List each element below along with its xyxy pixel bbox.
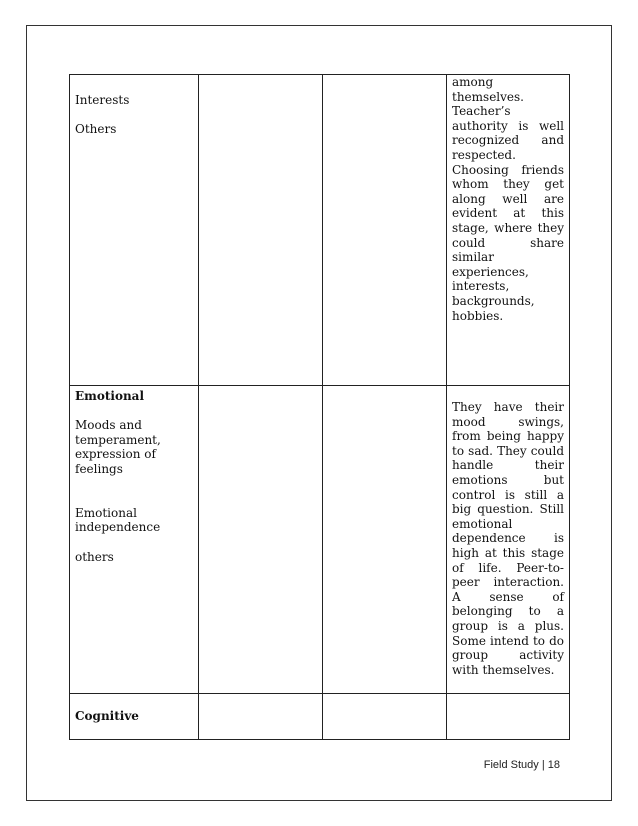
aspect-label: Emotional [75,505,137,520]
empty-cell [199,386,323,694]
observation-text: They have their mood swings, from being happy to sad. They could handle their emotions but control is still a big question. Still emotional dependence is high at this stage of life. Peer-to-peer interaction. A sense of belonging to a group is a plus. Some intend to do group activity with themselves. [452,400,564,677]
footer-label: Field Study [483,759,539,771]
aspect-label: temperament, [75,432,161,447]
observation-cell [447,386,570,694]
empty-cell [447,694,570,740]
table-row [70,694,570,740]
aspect-label: independence [75,520,161,535]
page-number: 18 [547,759,560,771]
aspect-cell [70,694,199,740]
aspect-label: Others [75,121,117,136]
empty-cell [323,75,447,386]
section-heading: Cognitive [75,709,139,724]
page-footer [484,759,560,771]
section-heading: Emotional [75,389,145,403]
aspect-label: Interests [75,92,130,107]
field-study-table [69,74,570,740]
table-row [70,386,570,694]
observation-text: among themselves. Teacher’s authority is well recognized and respected. Choosing friends whom they get along well are evident at this stage, where they could share similar experiences, interests, backgrounds, hobbies. [452,75,564,323]
footer-separator: | [541,759,545,771]
table-row [70,75,570,386]
aspect-label: expression of [75,447,156,462]
aspect-label: others [75,549,114,564]
aspect-label: feelings [75,461,123,476]
observation-cell [447,75,570,386]
empty-cell [199,75,323,386]
empty-cell [323,386,447,694]
aspect-label: Moods and [75,418,142,433]
empty-cell [323,694,447,740]
aspect-cell [70,386,199,694]
empty-cell [199,694,323,740]
aspect-cell [70,75,199,386]
